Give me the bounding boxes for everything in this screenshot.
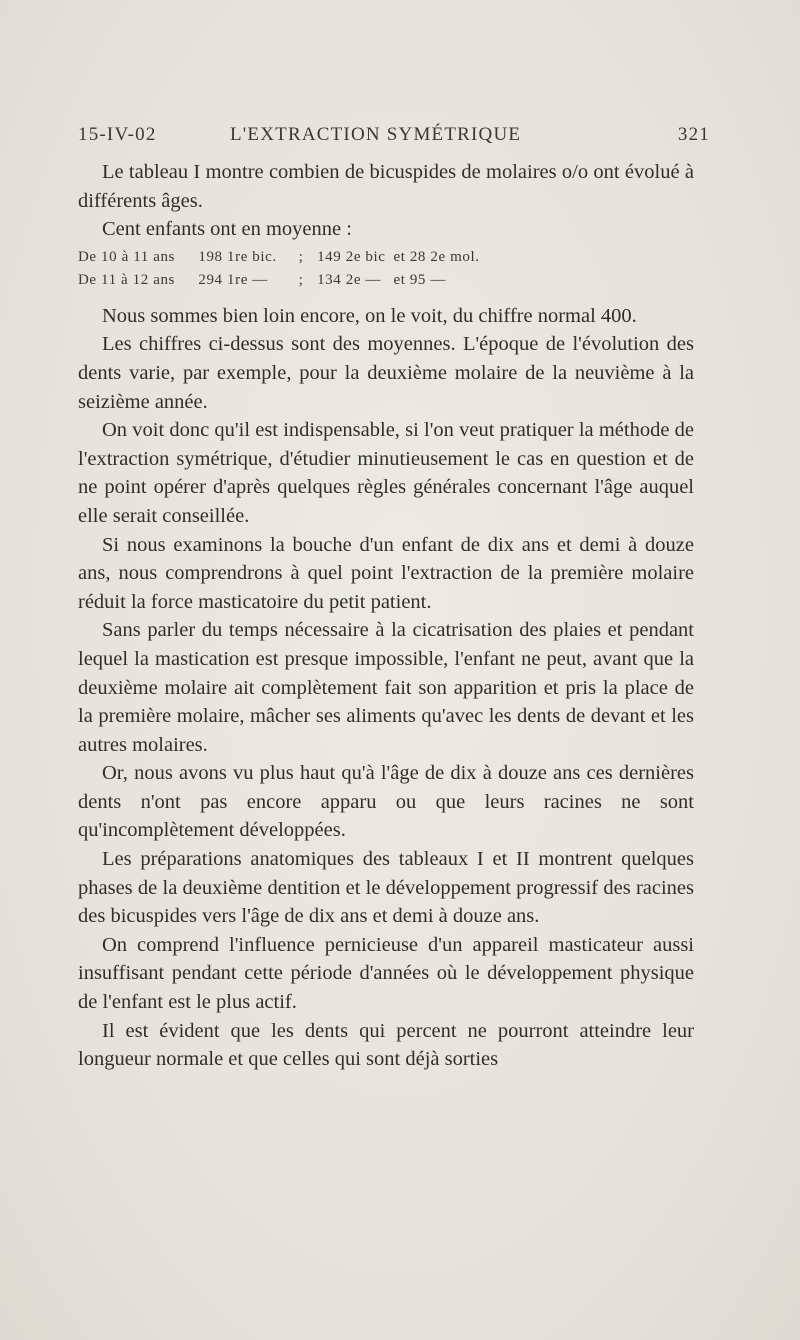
paragraph: Nous sommes bien loin encore, on le voit, du chiffre normal 400.	[102, 304, 637, 327]
table-cell-sep: ;	[298, 271, 304, 288]
header-title: L'EXTRACTION SYMÉTRIQUE	[230, 124, 522, 145]
table-cell-sep: ;	[298, 248, 304, 265]
paragraph: Or, nous avons vu plus haut qu'à l'âge de dix à douze ans ces dernières dents n'ont pas encore apparu ou que leurs racines ne sont qu'incomplètement développées.	[78, 762, 694, 842]
table-cell-first: 294 1re —	[198, 271, 268, 288]
table-cell-second: 149 2e bic	[317, 248, 386, 265]
body-text	[78, 158, 694, 1074]
table-cell-age: De 11 à 12 ans	[78, 271, 175, 288]
table-row	[78, 269, 694, 292]
paragraph: Les chiffres ci-dessus sont des moyennes. L'époque de l'évolution des dents varie, par exemple, pour la deuxième molaire de la neuvième à la seizième année.	[78, 333, 694, 413]
paragraph: Il est évident que les dents qui percent ne pourront atteindre leur longueur normale et que celles qui sont déjà sorties	[78, 1019, 694, 1071]
paragraph: On comprend l'influence pernicieuse d'un appareil masticateur aussi insuffisant pendant cette période d'années où le développement physique de l'enfant est le plus actif.	[78, 933, 694, 1014]
paragraph-intro-1: Le tableau I montre combien de bicuspides de molaires o/o ont évolué à différents âges.	[78, 161, 694, 212]
page-number: 321	[677, 124, 710, 145]
running-header	[78, 124, 710, 148]
table-cell-second: 134 2e —	[317, 271, 382, 288]
table-cell-first: 198 1re bic.	[198, 248, 277, 265]
table-cell-age: De 10 à 11 ans	[78, 248, 175, 265]
paragraph: Si nous examinons la bouche d'un enfant de dix ans et demi à douze ans, nous comprendrons à quel point l'extraction de la première molaire réduit la force masticatoire du petit patient.	[78, 533, 694, 613]
paragraph: Les préparations anatomiques des tableaux I et II montrent quelques phases de la deuxième dentition et le développement progressif des racines des bicuspides vers l'âge de dix ans et demi à douze ans.	[78, 848, 694, 928]
paragraph: Sans parler du temps nécessaire à la cicatrisation des plaies et pendant lequel la mastication est presque impossible, l'enfant ne peut, avant que la deuxième molaire ait complètement fait son apparition et pris la place de la première molaire, mâcher ses aliments qu'avec les dents de devant et les autres molaires.	[78, 619, 694, 756]
table-row	[78, 246, 694, 269]
table-cell-third: et 95 —	[393, 271, 446, 288]
paragraph-intro-2: Cent enfants ont en moyenne :	[102, 218, 352, 241]
table-cell-third: et 28 2e mol.	[393, 248, 480, 265]
average-table	[78, 246, 694, 292]
paragraph: On voit donc qu'il est indispensable, si l'on veut pratiquer la méthode de l'extraction symétrique, d'étudier minutieusement le cas en question et de ne point opérer d'après quelques règles générales concernant l'âge auquel elle serait conseillée.	[78, 419, 694, 527]
header-date: 15-IV-02	[78, 124, 157, 145]
